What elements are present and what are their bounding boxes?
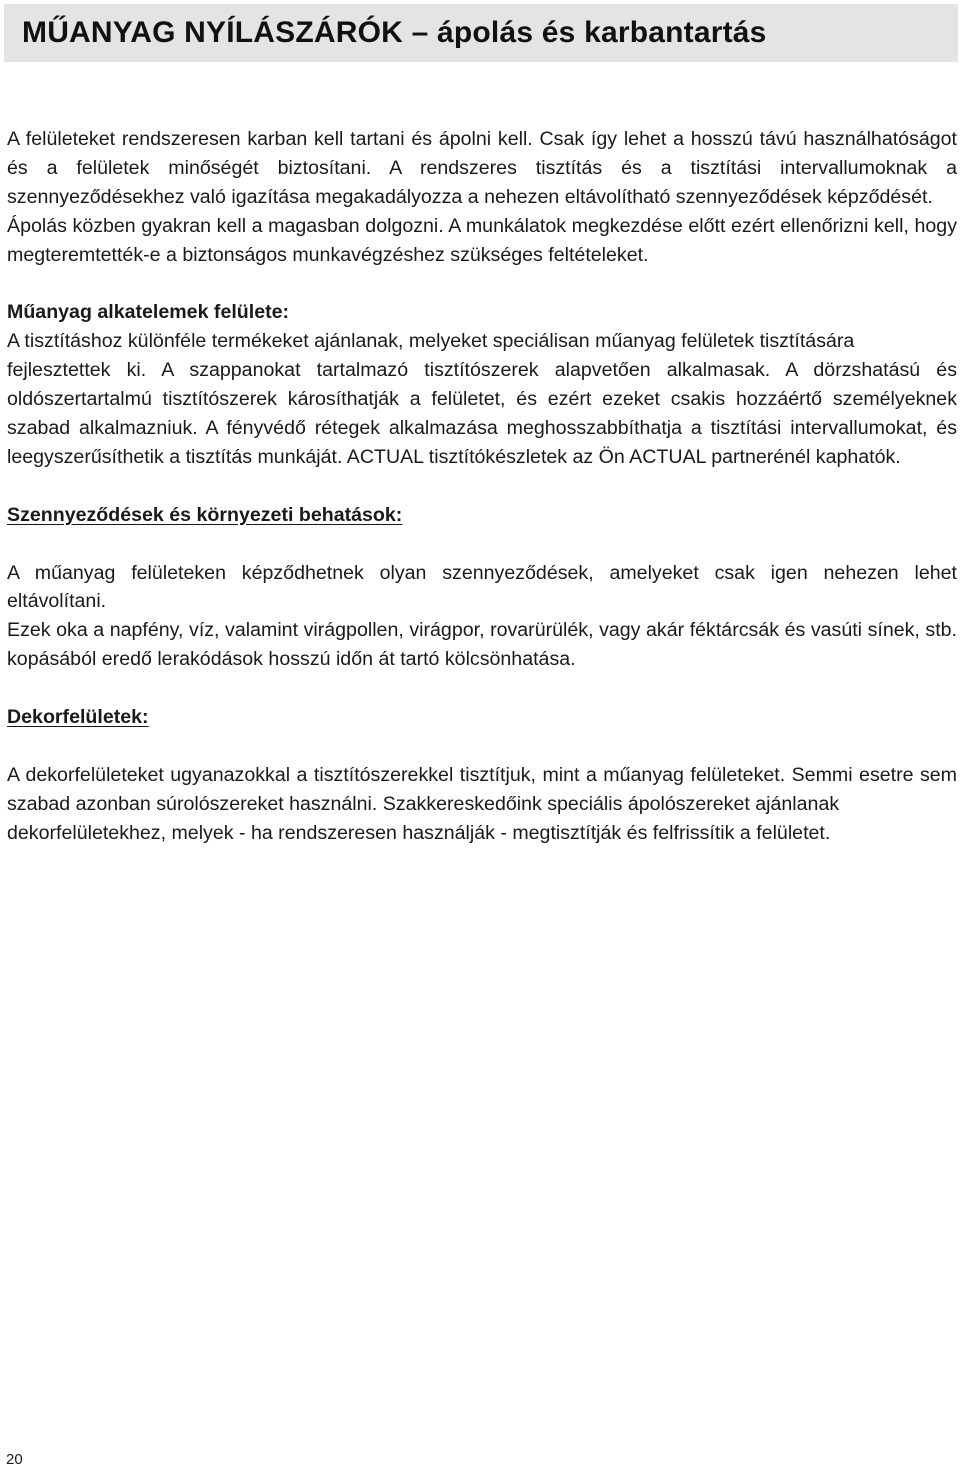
intro-paragraph-1: A felületeket rendszeresen karban kell tartani és ápolni kell. Csak így lehet a hosszú távú használhatóságot és a felületek minőségét biztosítani. A rendszeres tisztítás és a tisztítási intervallumoknak a szennyeződésekhez való igazítása megakadályozza a nehezen eltávolítható szennyeződések képződését. xyxy=(7,128,957,208)
document-body xyxy=(7,125,957,848)
page-number: 20 xyxy=(6,1451,23,1468)
spacer xyxy=(7,472,957,501)
spacer xyxy=(7,530,957,559)
section-heading-decor: Dekorfelületek: xyxy=(7,706,149,729)
decor-paragraph-1: A dekorfelületeket ugyanazokkal a tisztítószerekkel tisztítjuk, mint a műanyag felületeket. Semmi esetre sem szabad azonban súrolószereket használni. Szakkereskedőink speciális ápolószereket ajánlanak xyxy=(7,763,957,815)
title-bar xyxy=(4,4,958,62)
decor-paragraph-2: dekorfelületekhez, melyek - ha rendszeresen használják - megtisztítják és felfrissítik a felületet. xyxy=(7,821,831,844)
section-heading-plastic: Műanyag alkatelemek felülete: xyxy=(7,301,290,324)
spacer xyxy=(7,270,957,299)
plastic-paragraph-line1: A tisztításhoz különféle termékeket ajánlanak, melyeket speciálisan műanyag felületek tisztítására xyxy=(7,330,855,353)
spacer xyxy=(7,674,957,703)
plastic-paragraph-body: fejlesztettek ki. A szappanokat tartalmazó tisztítószerek alapvetően alkalmasak. A dörzshatású és oldószertartalmú tisztítószerek károsíthatják a felületet, és ezért ezeket csakis hozzáértő személyeknek szabad alkalmazniuk. A fényvédő rétegek alkalmazása meghosszabbíthatja a tisztítási intervallumokat, és leegyszerűsíthetik a tisztítás munkáját. ACTUAL tisztítókészletek az Ön ACTUAL partnerénél kaphatók. xyxy=(7,359,957,468)
page-title: MŰANYAG NYÍLÁSZÁRÓK – ápolás és karbantartás xyxy=(22,16,767,49)
dirt-paragraph-1: A műanyag felületeken képződhetnek olyan szennyeződések, amelyeket csak igen nehezen lehet eltávolítani. xyxy=(7,561,957,613)
section-heading-dirt: Szennyeződések és környezeti behatások: xyxy=(7,503,403,526)
spacer xyxy=(7,732,957,761)
intro-paragraph-2: Ápolás közben gyakran kell a magasban dolgozni. A munkálatok megkezdése előtt ezért ellenőrizni kell, hogy megteremtették-e a biztonságos munkavégzéshez szükséges feltételeket. xyxy=(7,214,957,266)
dirt-paragraph-2: Ezek oka a napfény, víz, valamint virágpollen, virágpor, rovarürülék, vagy akár féktárcsák és vasúti sínek, stb. kopásából eredő lerakódások hosszú időn át tartó kölcsönhatása. xyxy=(7,619,957,671)
